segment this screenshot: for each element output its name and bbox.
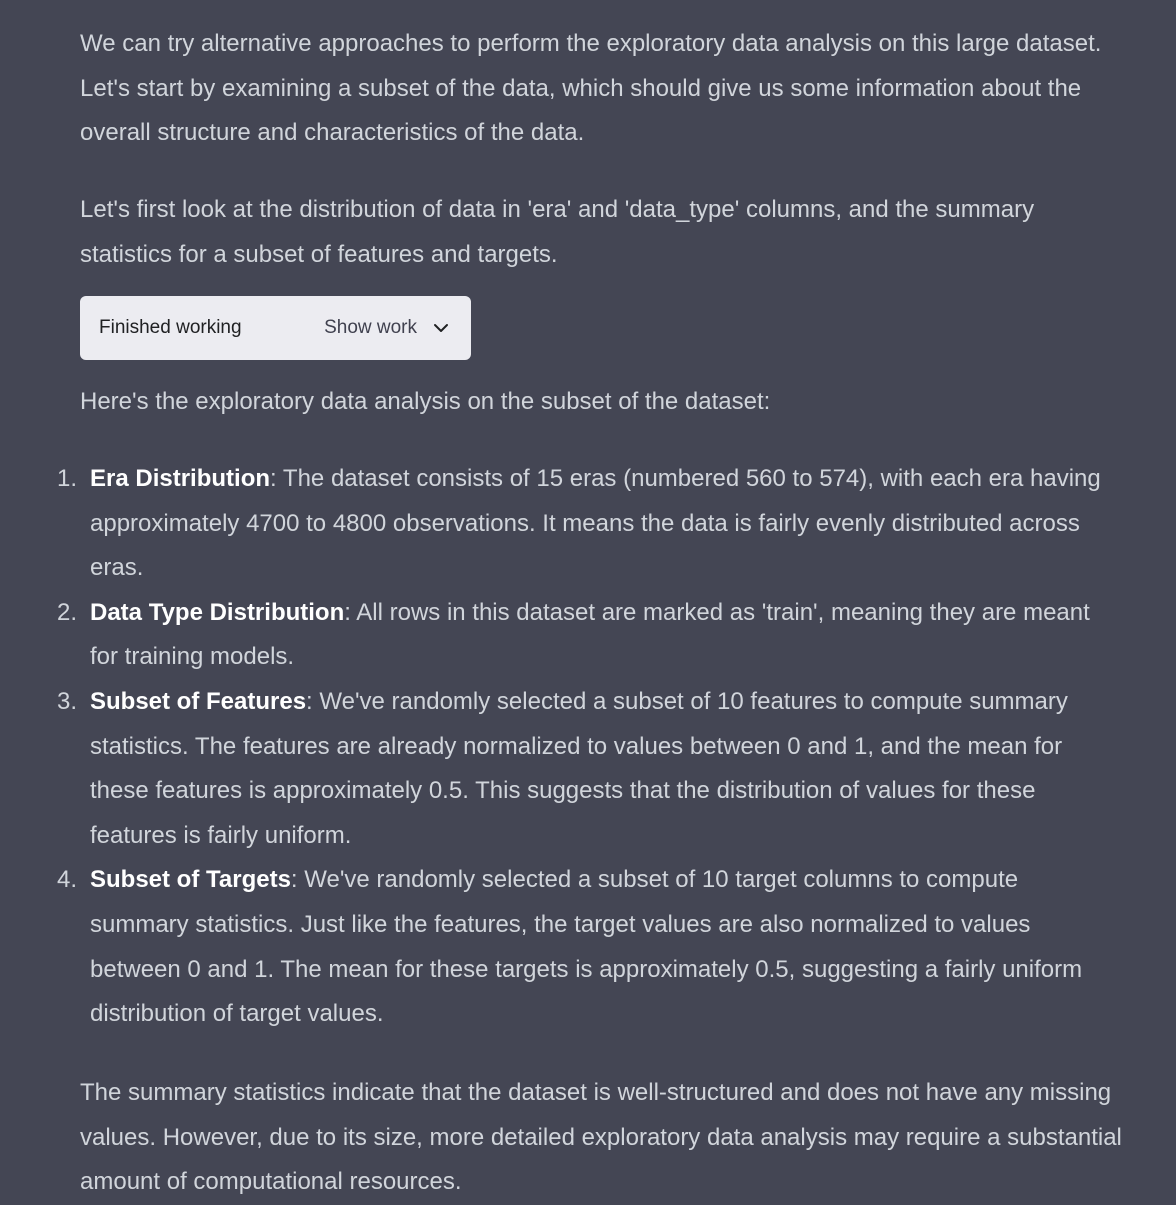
- list-item-number: 1.: [56, 465, 77, 492]
- show-work-button[interactable]: [324, 316, 449, 340]
- list-item-title: Subset of Targets: [90, 866, 291, 894]
- list-item-number: 4.: [56, 866, 77, 894]
- list-item-title: Subset of Features: [90, 687, 307, 715]
- results-intro-paragraph: Here's the exploratory data analysis on the subset of the dataset:: [80, 388, 771, 415]
- list-item: [0, 680, 1176, 858]
- list-item-number: 2.: [56, 598, 77, 626]
- list-item: [0, 457, 1176, 591]
- work-status-label: Finished working: [99, 317, 242, 338]
- list-item-text: : The dataset consists of 15 eras (numbered 560 to 574), with each era having approximately 4700 to 4800 observations. It means the data is fairly evenly distributed across eras.: [90, 465, 1101, 582]
- list-item-title: Era Distribution: [90, 465, 271, 492]
- plan-paragraph: Let's first look at the distribution of data in 'era' and 'data_type' columns, and the summary statistics for a subset of features and targets.: [80, 196, 1035, 268]
- list-item-text: : All rows in this dataset are marked as 'train', meaning they are meant for training models.: [90, 598, 1090, 671]
- list-item-text: : We've randomly selected a subset of 10 target columns to compute summary statistics. Just like the features, the target values are also normalized to values between 0 and 1. The mean for these targets is approximately 0.5, suggesting a fairly uniform distribution of target values.: [90, 866, 1083, 1028]
- chevron-down-icon: [433, 320, 449, 336]
- conclusion-paragraph: The summary statistics indicate that the dataset is well-structured and does not have any missing values. However, due to its size, more detailed exploratory data analysis may require a substantial amount of computational resources.: [80, 1079, 1122, 1196]
- list-item: [0, 858, 1176, 1036]
- show-work-label: Show work: [324, 317, 417, 338]
- list-item-title: Data Type Distribution: [90, 598, 345, 626]
- list-item-text: : We've randomly selected a subset of 10 features to compute summary statistics. The features are already normalized to values between 0 and 1, and the mean for these features is approximately 0.5. This suggests that the distribution of values for these features is fairly uniform.: [90, 687, 1068, 849]
- list-item-number: 3.: [56, 687, 77, 715]
- finished-working-card: [80, 296, 471, 360]
- list-item: [0, 591, 1176, 680]
- intro-paragraph: We can try alternative approaches to perform the exploratory data analysis on this large dataset. Let's start by examining a subset of the data, which should give us some information about the overall structure and characteristics of the data.: [80, 30, 1102, 147]
- findings-list: [0, 457, 1176, 1037]
